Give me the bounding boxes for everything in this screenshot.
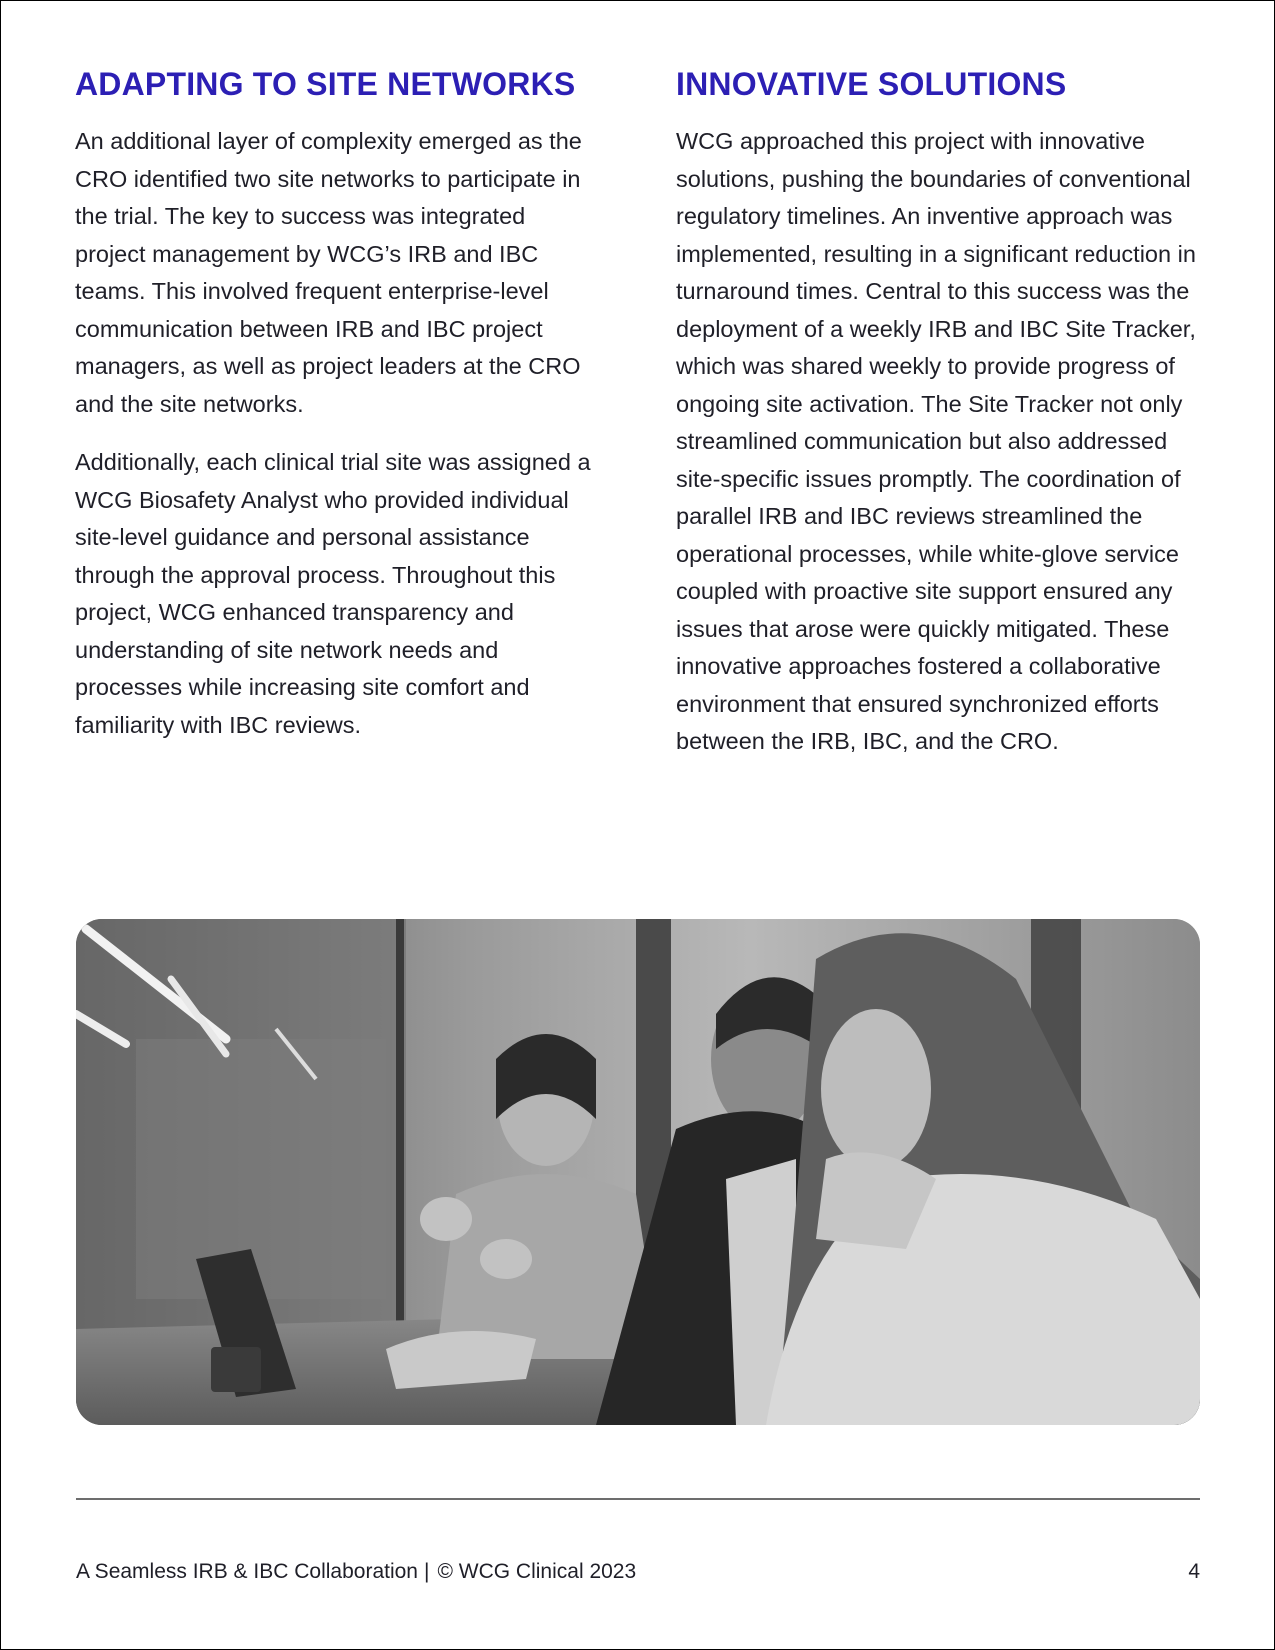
page-number: 4 bbox=[1188, 1560, 1200, 1583]
meeting-photo bbox=[76, 919, 1200, 1425]
paragraph-site-networks-2: Additionally, each clinical trial site was assigned a WCG Biosafety Analyst who provided individual site-level guidance and personal assistance through the approval process. Throughout this project, WCG enhanced transparency and understanding of site network needs and processes while increasing site comfort and familiarity with IBC reviews. bbox=[75, 449, 591, 738]
footer-separator: | bbox=[424, 1560, 430, 1583]
footer-divider bbox=[76, 1498, 1200, 1500]
footer-copyright: © WCG Clinical 2023 bbox=[437, 1560, 637, 1583]
footer-document-title: A Seamless IRB & IBC Collaboration bbox=[76, 1560, 418, 1583]
page-footer bbox=[76, 1557, 1200, 1587]
left-column bbox=[75, 63, 595, 765]
section-heading-innovative-solutions: INNOVATIVE SOLUTIONS bbox=[676, 66, 1067, 102]
paragraph-innovative-solutions: WCG approached this project with innovative solutions, pushing the boundaries of conventional regulatory timelines. An inventive approach was implemented, resulting in a significant reduction in turnaround times. Central to this success was the deployment of a weekly IRB and IBC Site Tracker, which was shared weekly to provide progress of ongoing site activation. The Site Tracker not only streamlined communication but also addressed site-specific issues promptly. The coordination of parallel IRB and IBC reviews streamlined the operational processes, while white-glove service coupled with proactive site support ensured any issues that arose were quickly mitigated. These innovative approaches fostered a collaborative environment that ensured synchronized efforts between the IRB, IBC, and the CRO. bbox=[676, 128, 1196, 754]
section-heading-site-networks: ADAPTING TO SITE NETWORKS bbox=[75, 66, 576, 102]
paragraph-site-networks-1: An additional layer of complexity emerged as the CRO identified two site networks to participate in the trial. The key to success was integrated project management by WCG’s IRB and IBC teams. This involved frequent enterprise-level communication between IRB and IBC project managers, as well as project leaders at the CRO and the site networks. bbox=[75, 128, 582, 417]
right-column bbox=[676, 63, 1216, 782]
meeting-photo-illustration bbox=[76, 919, 1200, 1425]
